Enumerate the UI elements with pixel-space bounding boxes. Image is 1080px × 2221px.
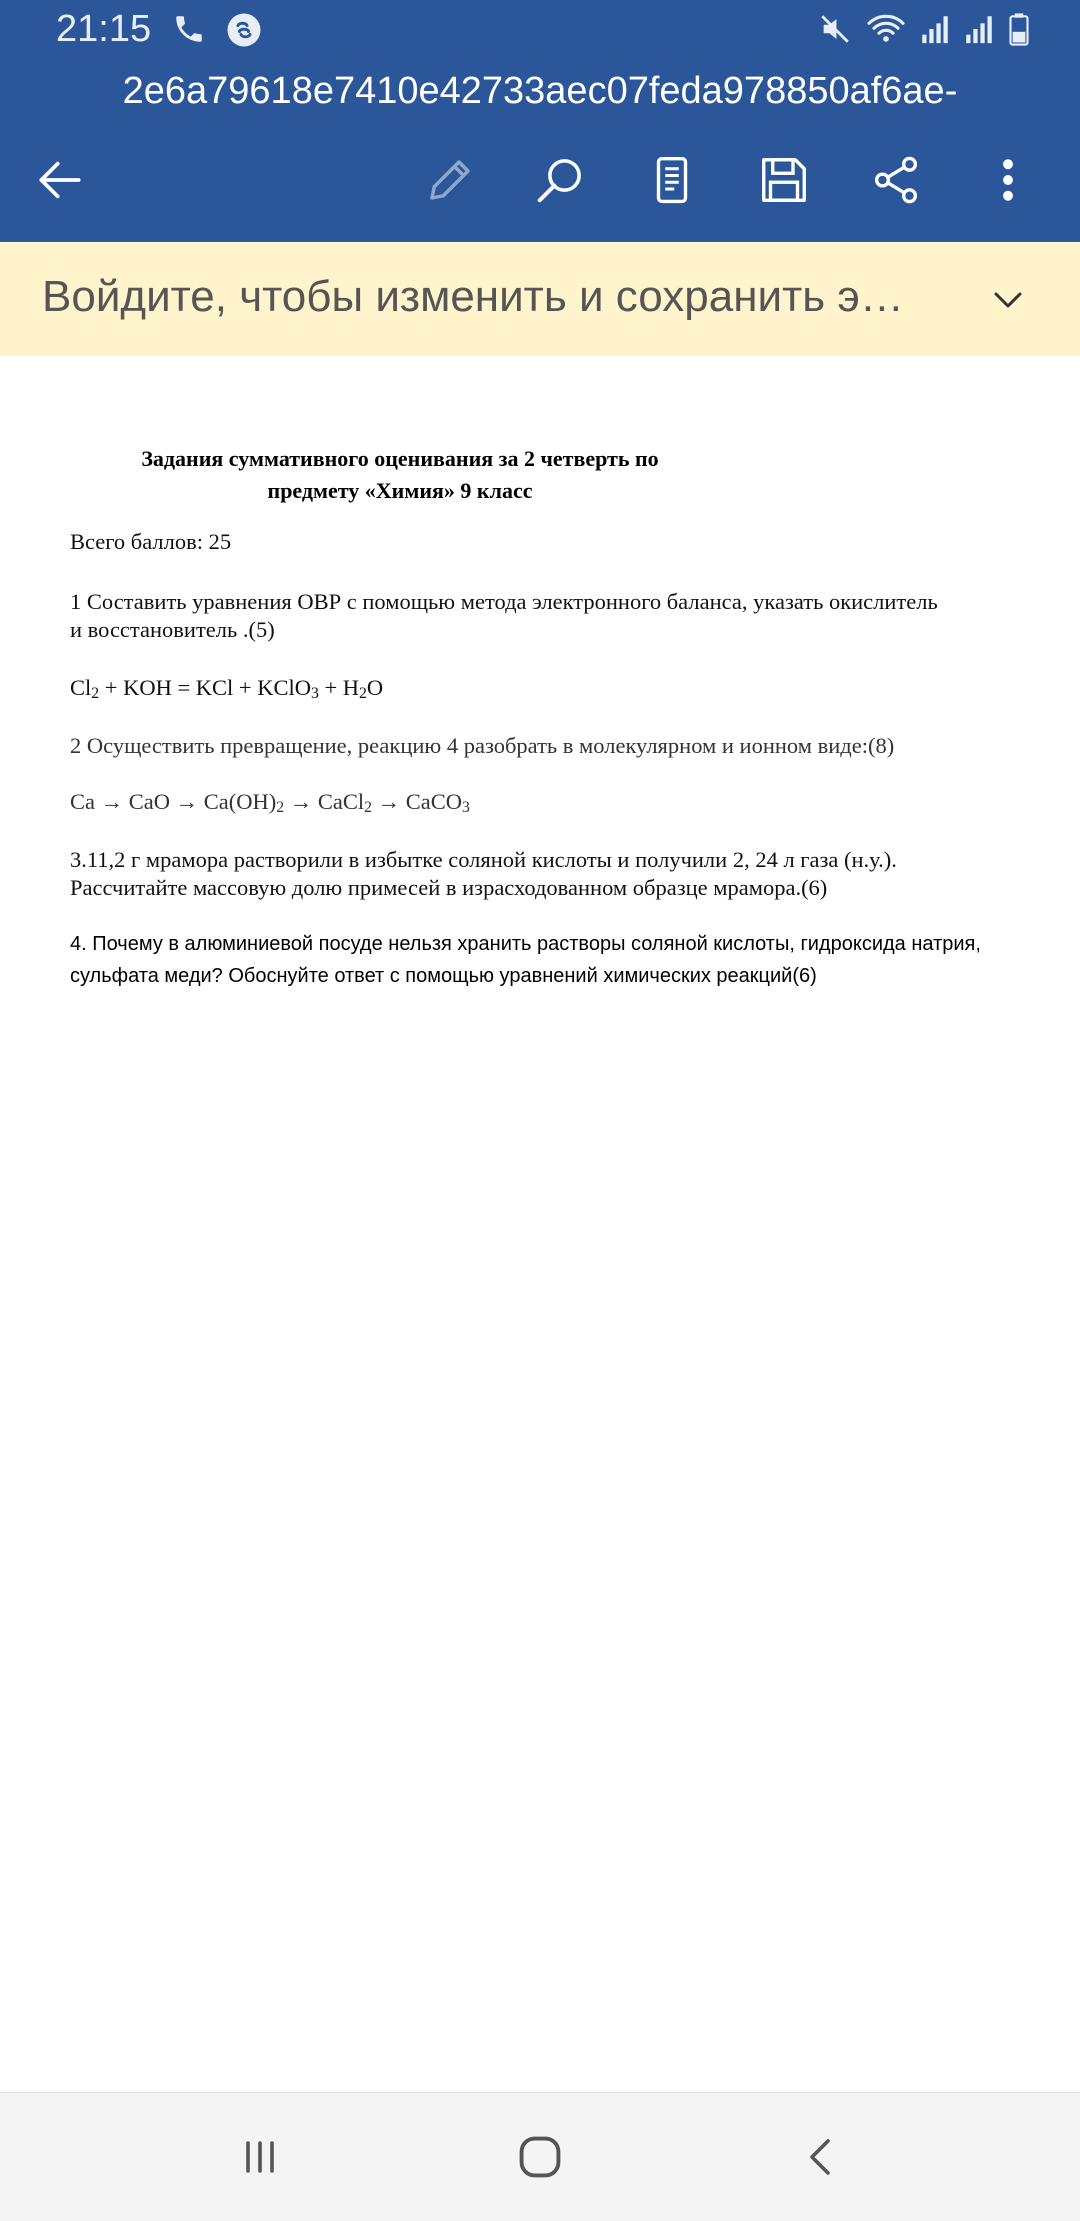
chain-sub: 2 xyxy=(364,799,372,816)
chain-part: → CaCO xyxy=(371,789,462,814)
status-right-icons xyxy=(818,12,1030,51)
eq-part: + H xyxy=(318,675,360,700)
task1-line2: и восстановитель .(5) xyxy=(70,617,275,642)
task2: 2 Осуществить превращение, реакцию 4 разобрать в молекулярном и ионном виде:(8) xyxy=(70,733,895,758)
status-left-icons xyxy=(172,12,262,53)
chain-sub: 3 xyxy=(461,799,470,816)
eq-sub: 2 xyxy=(91,685,100,702)
wifi-icon xyxy=(866,12,906,51)
more-vertical-icon[interactable] xyxy=(976,148,1040,212)
banner-text: Войдите, чтобы изменить и сохранить э… xyxy=(42,272,904,321)
recent-apps-icon[interactable] xyxy=(228,2125,292,2189)
back-icon[interactable] xyxy=(790,2125,854,2189)
chain-part: Ca → CaO → Ca(OH) xyxy=(70,789,277,814)
total-points: Всего баллов: 25 xyxy=(70,529,232,554)
eq-part: + KOH = KCl + KClO xyxy=(99,675,311,700)
app-bar xyxy=(0,0,1080,242)
share-icon[interactable] xyxy=(864,148,928,212)
mute-icon xyxy=(818,12,852,51)
task3-line2: Рассчитайте массовую долю примесей в израсходованном образце мрамора.(6) xyxy=(70,875,828,900)
search-icon[interactable] xyxy=(528,148,592,212)
sync-icon xyxy=(226,12,262,53)
task4-line1: 4. Почему в алюминиевой посуде нельзя хранить растворы соляной кислоты, гидроксида натрия, xyxy=(70,933,981,955)
eq-part: O xyxy=(366,675,384,700)
home-icon[interactable] xyxy=(508,2125,572,2189)
doc-heading-line1: Задания суммативного оценивания за 2 четверть по xyxy=(141,446,659,471)
back-arrow-icon[interactable] xyxy=(28,148,92,212)
edit-pencil-icon[interactable] xyxy=(418,148,482,212)
task3-line1: 3.11,2 г мрамора растворили в избытке соляной кислоты и получили 2, 24 л газа (н.у.). xyxy=(70,847,897,872)
signal-icon xyxy=(920,12,950,51)
document-title: 2e6a79618e7410e42733aec07feda978850af6ae- xyxy=(122,70,958,112)
system-nav-bar xyxy=(0,2092,1080,2221)
mobile-view-icon[interactable] xyxy=(640,148,704,212)
phone-icon xyxy=(172,12,206,53)
doc-heading-line2: предмету «Химия» 9 класс xyxy=(267,478,533,503)
eq-sub: 2 xyxy=(359,685,367,702)
eq-sub: 3 xyxy=(310,685,319,702)
toolbar xyxy=(0,140,1080,220)
equation-1 xyxy=(70,674,1060,708)
battery-icon xyxy=(1008,12,1030,51)
save-icon[interactable] xyxy=(752,148,816,212)
transformation-chain xyxy=(70,788,1060,822)
document-page[interactable] xyxy=(0,356,1080,2092)
chevron-down-icon[interactable] xyxy=(984,276,1032,324)
task4-line2: сульфата меди? Обоснуйте ответ с помощью уравнений химических реакций(6) xyxy=(70,965,817,987)
status-time: 21:15 xyxy=(56,8,152,50)
sign-in-banner[interactable] xyxy=(0,242,1080,357)
eq-part: Cl xyxy=(70,675,92,700)
status-bar xyxy=(0,0,1080,62)
signal-icon xyxy=(964,12,994,51)
chain-part: → CaCl xyxy=(284,789,365,814)
task1-line1: 1 Составить уравнения ОВР с помощью метода электронного баланса, указать окислитель xyxy=(70,589,938,614)
chain-sub: 2 xyxy=(276,799,285,816)
